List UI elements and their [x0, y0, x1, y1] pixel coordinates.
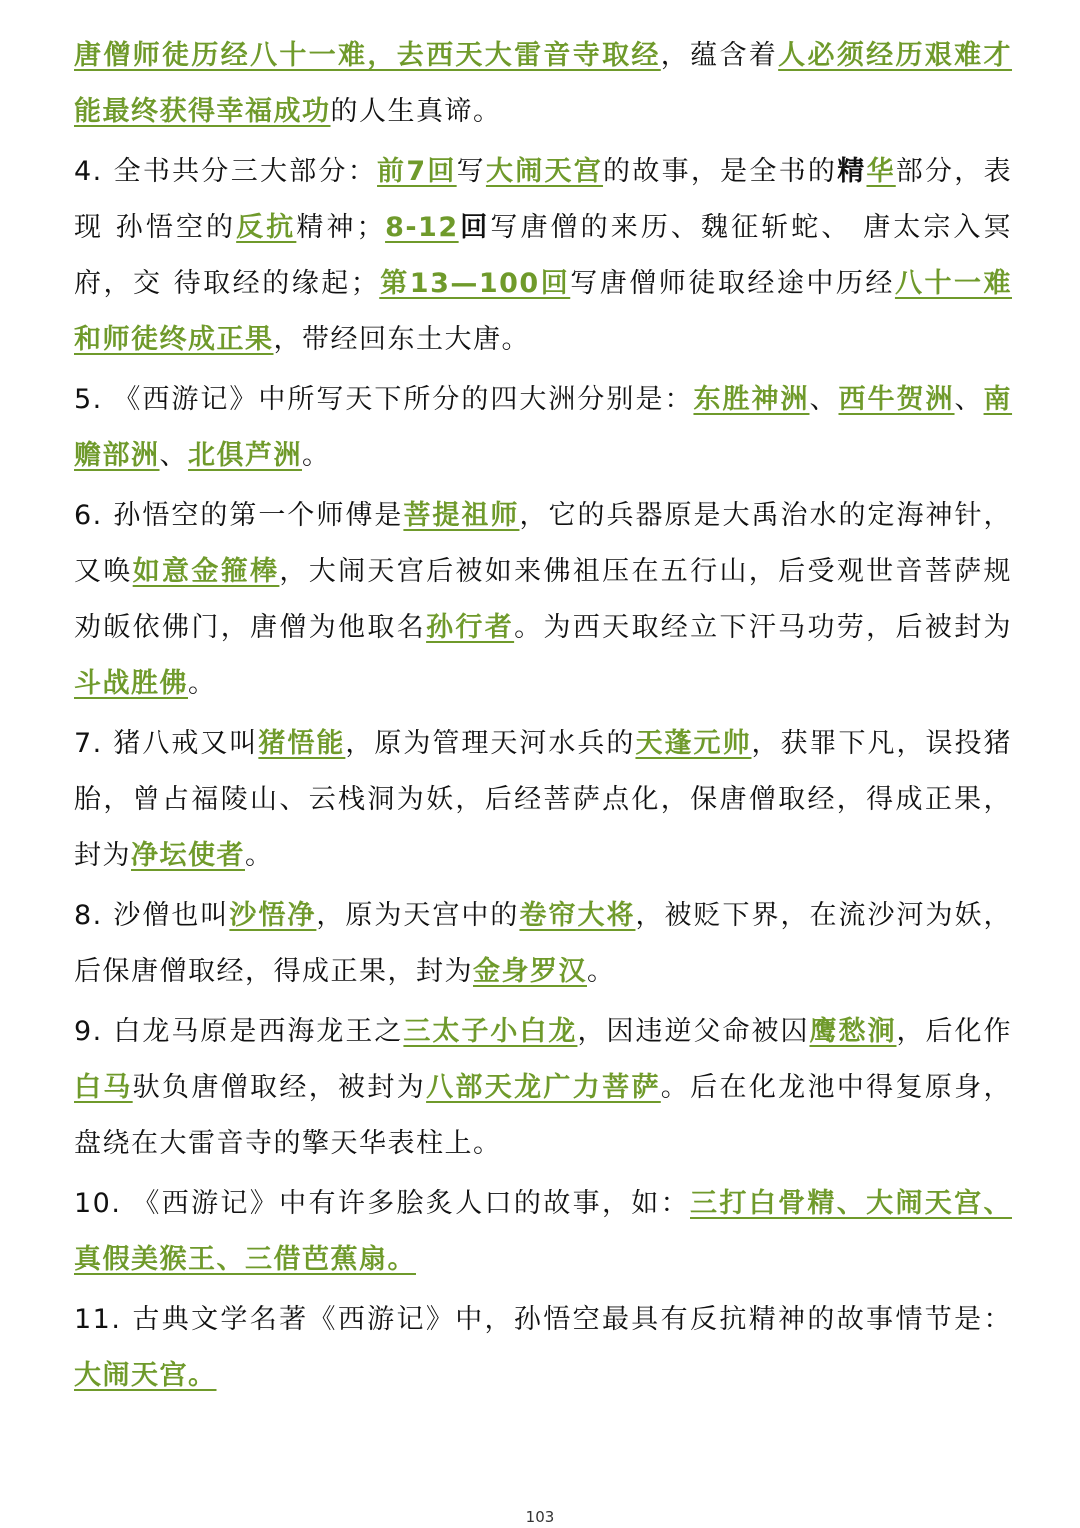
body-text: ，原为天宫中的 — [316, 900, 520, 931]
body-text: 10. 《西游记》中有许多脍炙人口的故事，如： — [74, 1188, 690, 1219]
highlighted-answer: 北俱芦洲 — [188, 440, 302, 471]
body-text: 写唐僧师徒取经途中历经 — [570, 268, 895, 299]
highlighted-answer: 天蓬元帅 — [635, 728, 752, 759]
body-text: 、 — [809, 384, 839, 415]
body-text: 5. 《西游记》中所写天下所分的四大洲分别是： — [74, 384, 694, 415]
body-text: 8. 沙僧也叫 — [74, 900, 230, 931]
highlighted-answer: 人必须经历艰难才能最终获得幸福成功 — [74, 40, 1013, 127]
highlighted-answer: 八十一难和师徒终成正果 — [74, 268, 1012, 355]
body-text: 驮负唐僧取经，被封为 — [132, 1072, 427, 1103]
highlighted-answer: 南赡部洲 — [74, 384, 1013, 471]
highlighted-answer: 卷帘大将 — [519, 900, 636, 931]
document-body — [74, 28, 1012, 1408]
body-text: 写 — [456, 156, 486, 187]
body-text: 9. 白龙马原是西海龙王之 — [74, 1016, 404, 1047]
highlighted-answer: 唐僧师徒历经八十一难，去西天大雷音寺取经 — [74, 40, 661, 71]
body-text: 、 — [159, 440, 188, 471]
paragraph-7 — [74, 716, 1012, 884]
paragraph-6 — [74, 488, 1012, 712]
body-text: 4. 全书共分三大部分： — [74, 156, 378, 187]
page-number: 103 — [525, 1508, 555, 1526]
highlighted-answer: 大闹天宫 — [485, 156, 604, 187]
highlighted-answer: 三太子小白龙 — [403, 1016, 578, 1047]
body-text: 。为西天取经立下汗马功劳，后被封为 — [514, 612, 1013, 643]
highlighted-answer: 净坛使者 — [131, 840, 245, 871]
body-text: ，原为管理天河水兵的 — [345, 728, 636, 759]
paragraph-10 — [74, 1176, 1012, 1288]
highlighted-answer: 华 — [866, 156, 896, 187]
body-text: 。 — [188, 668, 217, 699]
highlighted-answer: 第13—100回 — [379, 268, 571, 299]
highlighted-answer: 西牛贺洲 — [838, 384, 955, 415]
body-text: 写唐僧的来历、魏征斩蛇、 唐太宗入冥府，交 待取经的缘起； — [74, 212, 1013, 299]
highlighted-answer: 鹰愁涧 — [809, 1016, 897, 1047]
highlighted-answer: 反抗 — [236, 212, 297, 243]
paragraph-3-continued — [74, 28, 1012, 140]
highlighted-answer: 金身罗汉 — [473, 956, 587, 987]
highlighted-answer: 大闹天宫。 — [74, 1360, 217, 1391]
body-text: ，大闹天宫后被如来佛祖压在五行山，后受观世音菩萨规劝皈依佛门，唐僧为他取名 — [74, 556, 1013, 643]
body-text: 。 — [245, 840, 274, 871]
body-text: 7. 猪八戒又叫 — [74, 728, 259, 759]
body-text: ，被贬下界，在流沙河为妖，后保唐僧取经，得成正果，封为 — [74, 900, 1013, 987]
body-text: 部分，表现 孙悟空的 — [74, 156, 1013, 243]
body-text: ，它的兵器原是大禹治水的定海神针，又唤 — [74, 500, 1013, 587]
body-text: 。后在化龙池中得复原身，盘绕在大雷音寺的擎天华表柱上。 — [74, 1072, 1013, 1159]
body-text: ，获罪下凡，误投猪胎，曾占福陵山、云栈洞为妖，后经菩萨点化，保唐僧取经，得成正果，封为 — [74, 728, 1013, 871]
bold-text: 精 — [837, 156, 867, 187]
paragraph-5 — [74, 372, 1012, 484]
body-text: 、 — [954, 384, 984, 415]
body-text: ，带经回东土大唐。 — [273, 324, 530, 355]
highlighted-answer: 孙行者 — [426, 612, 515, 643]
paragraph-8 — [74, 888, 1012, 1000]
highlighted-answer: 前7回 — [377, 156, 457, 187]
highlighted-answer: 猪悟能 — [258, 728, 346, 759]
body-text: 的人生真谛。 — [330, 96, 502, 127]
paragraph-11 — [74, 1292, 1012, 1404]
body-text: 。 — [302, 440, 331, 471]
body-text: ，蕴含着 — [660, 40, 779, 71]
paragraph-9 — [74, 1004, 1012, 1172]
highlighted-answer: 沙悟净 — [229, 900, 317, 931]
highlighted-answer: 8-12 — [385, 212, 459, 243]
body-text: ，后化作 — [896, 1016, 1013, 1047]
highlighted-answer: 如意金箍棒 — [132, 556, 280, 587]
body-text: 11. 古典文学名著《西游记》中，孙悟空最具有反抗精神的故事情节是： — [74, 1304, 1012, 1335]
body-text: 。 — [587, 956, 616, 987]
highlighted-answer: 斗战胜佛 — [74, 668, 188, 699]
highlighted-answer: 八部天龙广力菩萨 — [426, 1072, 661, 1103]
bold-text: 回 — [458, 212, 491, 243]
highlighted-answer: 东胜神洲 — [693, 384, 810, 415]
paragraph-4 — [74, 144, 1012, 368]
body-text: ，因违逆父命被囚 — [577, 1016, 810, 1047]
body-text: 6. 孙悟空的第一个师傅是 — [74, 500, 404, 531]
highlighted-answer: 菩提祖师 — [403, 500, 520, 531]
highlighted-answer: 三打白骨精、大闹天宫、真假美猴王、三借芭蕉扇。 — [74, 1188, 1012, 1275]
body-text: 精神； — [296, 212, 386, 243]
body-text: 的故事，是全书的 — [603, 156, 838, 187]
highlighted-answer: 白马 — [74, 1072, 133, 1103]
